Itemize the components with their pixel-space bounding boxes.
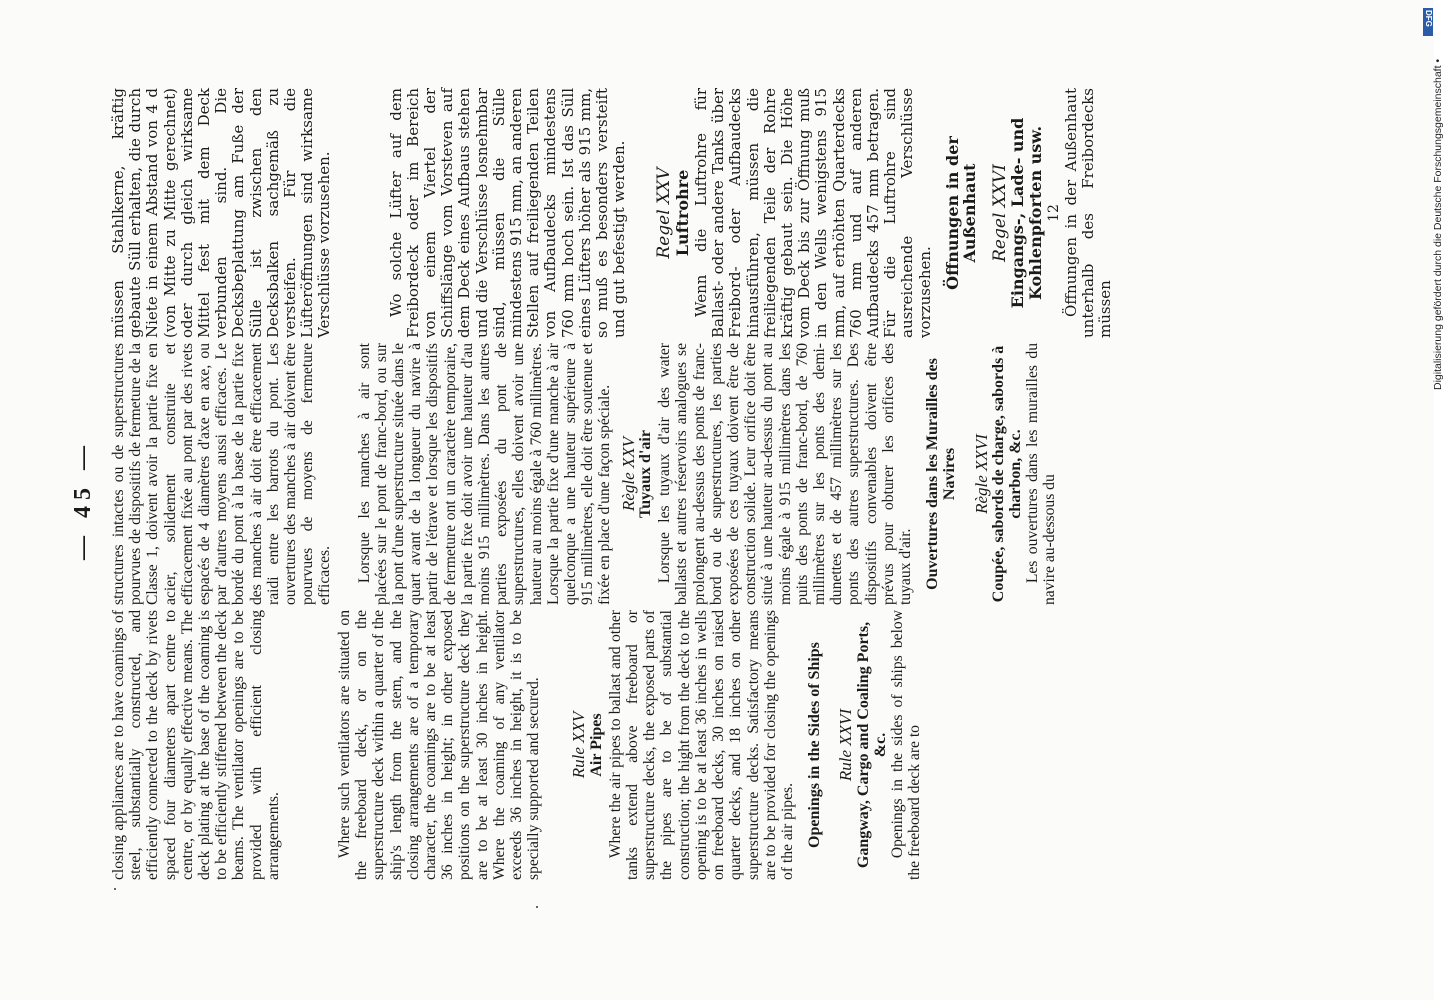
german-rule-26-title: Regel XXVI bbox=[990, 164, 1011, 262]
english-column bbox=[110, 610, 923, 880]
dfg-logo bbox=[1423, 8, 1433, 36]
german-paragraph-4: Öffnungen in der Außenhaut unterhalb des Freibordecks müssen bbox=[1061, 88, 1115, 338]
french-rule-25-title: Règle XXV bbox=[618, 436, 638, 512]
german-paragraph-3: Wenn die Luftrohre für Ballast- oder andere Tanks über Freibord- oder Aufbaudecks hinausführen, müssen die freiliegenden Teile der Rohre kräftig gebaut sein. Die Höhe vom Deck bis zur Öffnung muß in den Wells wenigstens 915 mm, auf erhöhten Quarterdecks 760 mm und auf anderen Aufbaudecks 457 mm betragen. Für die Luftrohre sind ausreichende Verschlüsse vorzusehen. bbox=[691, 88, 934, 338]
english-paragraph-4: Openings in the sides of ships below the freeboard deck are to bbox=[888, 610, 924, 880]
english-paragraph-2: Where such ventilators are situated on the freeboard deck, or on the superstructure deck within a quarter of the ship's length from the stem, and the closing arrangements are of a temporary character, the coamings are to be at least 36 inches in height; in other exposed positions on the superstructure deck they are to be at least 30 inches in height. Where the coaming of any ventilator exceeds 36 inches in height, it is to be specially supported and secured. bbox=[336, 610, 543, 880]
english-paragraph-1: closing appliances are to have coamings of steel, substantially constructed, and efficiently connected to the deck by rivets spaced four diameters apart centre to centre, or by equally effective means. The deck plating at the base of the coaming is to be efficiently stiffened between the deck beams. The ventilator openings are to be provided with efficient closing arrangements. bbox=[110, 610, 282, 880]
german-paragraph-1: müssen Stahlkerne, kräftig gebaute Süll erhalten, die durch Niete in einem Abstand von 4 d (von Mitte zu Mitte gerechnet) oder durch gleich wirksame Mittel fest mit dem Deck verbunden sind. Die Decksbeplattung am Fuße der Sülle ist zwischen den Decksbalken sachgemäß zu versteifen. Für die Lüfteröffnungen sind wirksame Verschlüsse vorzusehen. bbox=[109, 88, 334, 338]
scan-speck bbox=[536, 906, 538, 908]
german-column bbox=[110, 88, 1115, 338]
german-rule-25-title: Regel XXV bbox=[654, 167, 675, 259]
german-paragraph-2: Wo solche Lüfter auf dem Freibordeck oder im Bereich von einem Viertel der Schiffslänge vom Vorsteven auf dem Deck eines Aufbaus stehen und die Verschlüsse losnehmbar sind, müssen die Sülle mindestens 915 mm, an anderen Stellen auf freiliegenden Teilen von Aufbaudecks mindestens 760 mm hoch sein. Ist das Süll eines Lüfters höher als 915 mm, so muß es besonders versteift und gut befestigt werden. bbox=[386, 88, 629, 338]
english-rule-25-title: Rule XXV bbox=[569, 711, 589, 779]
french-paragraph-3: Lorsque les tuyaux d'air des water ballasts et autres réservoirs analogues se prolongent au-dessus des ponts de franc-bord ou de superstructures, les parties exposées de ces tuyaux doivent être de construction solide. Leur orifice doit être situé à une hauteur au-dessus du pont au moins égale à 915 millimètres dans les puits des ponts de franc-bord, de 760 millimètres sur les ponts des demi-dunettes et de 457 millimètres sur les ponts des autres superstructures. Des dispositifs convenables doivent être prévus pour obturer les orifices des tuyaux d'air. bbox=[656, 343, 914, 605]
french-paragraph-1: structures intactes ou de superstructures pourvues de dispositifs de fermeture de la Classe 1, doivent avoir la partie fixe en acier, solidement construite et efficacement fixée au pont par des rivets espacés de 4 diamètres d'axe en axe, ou par d'autres moyens aussi efficaces. Le bordé du pont à la base de la partie fixe des manches à air doit être efficacement raidi entre les barrots du pont. Les ouvertures des manches à air doivent être pourvues de moyens de fermeture efficaces. bbox=[110, 343, 334, 605]
german-sheet-number: 12 bbox=[1045, 204, 1062, 222]
french-rule-26-subtitle: Coupée, sabords de charge, sabords à charbon, &c. bbox=[989, 345, 1024, 603]
scan-speck bbox=[114, 888, 116, 890]
digitization-credit-text: Digitalisierung gefördert durch die Deutsche Forschungsgemeinschaft • bbox=[1432, 58, 1444, 390]
english-paragraph-3: Where the air pipes to ballast and other tanks extend above freeboard or superstructure decks, the exposed parts of the pipes are to be of substantial construction; the hight from the deck to the opening is to be at least 36 inches in wells on freeboard decks, 30 inches on raised quarter decks, and 18 inches on other superstructure decks. Satisfactory means are to be provided for closing the openings of the air pipes. bbox=[606, 610, 796, 880]
german-rule-25-subtitle: Luftrohre bbox=[672, 169, 692, 257]
french-paragraph-2: Lorsque les manches à air sont placées sur le pont de franc-bord, ou sur la pont d'une superstructure située dans le quart avant de la longueur du navire à partir de l'étrave et lorsque les dispositifs de fermeture ont un caractère temporaire, la partie fixe doit avoir une hauteur d'au moins 915 millimètres. Dans les autres parties exposées du pont de superstructures, elles doivent avoir une hauteur au moins égale à 760 millimètres. Lorsque la partie fixe d'une manche à air quelconque a une hauteur supérieure à 915 millimètres, elle doit être soutenue et fixée en place d'une façon spéciale. bbox=[355, 343, 614, 605]
french-rule-25-subtitle: Tuyaux d'air bbox=[636, 430, 654, 518]
german-section-heading: Öffnungen in der Außenhaut bbox=[942, 136, 979, 290]
page-number: — 45 — bbox=[70, 440, 96, 560]
english-rule-26-title: Rule XXVI bbox=[836, 708, 856, 782]
english-rule-25-subtitle: Air Pipes bbox=[587, 713, 605, 777]
english-rule-26-subtitle: Gangway, Cargo and Coaling Ports, &c. bbox=[854, 621, 889, 869]
french-paragraph-4: Les ouvertures dans les murailles du navire au-dessous du bbox=[1024, 343, 1059, 605]
french-section-heading: Ouvertures dans les Murailles des Navires bbox=[924, 358, 959, 590]
french-column bbox=[110, 343, 1059, 605]
french-rule-26-title: Règle XXVI bbox=[971, 434, 991, 514]
english-section-heading: Openings in the Sides of Ships bbox=[806, 642, 824, 848]
german-rule-26-subtitle: Eingangs-, Lade- und Kohlenpforten usw. bbox=[1008, 117, 1045, 309]
digitization-credit bbox=[1414, 10, 1444, 990]
dfg-logo-text: DFG bbox=[1424, 10, 1433, 27]
